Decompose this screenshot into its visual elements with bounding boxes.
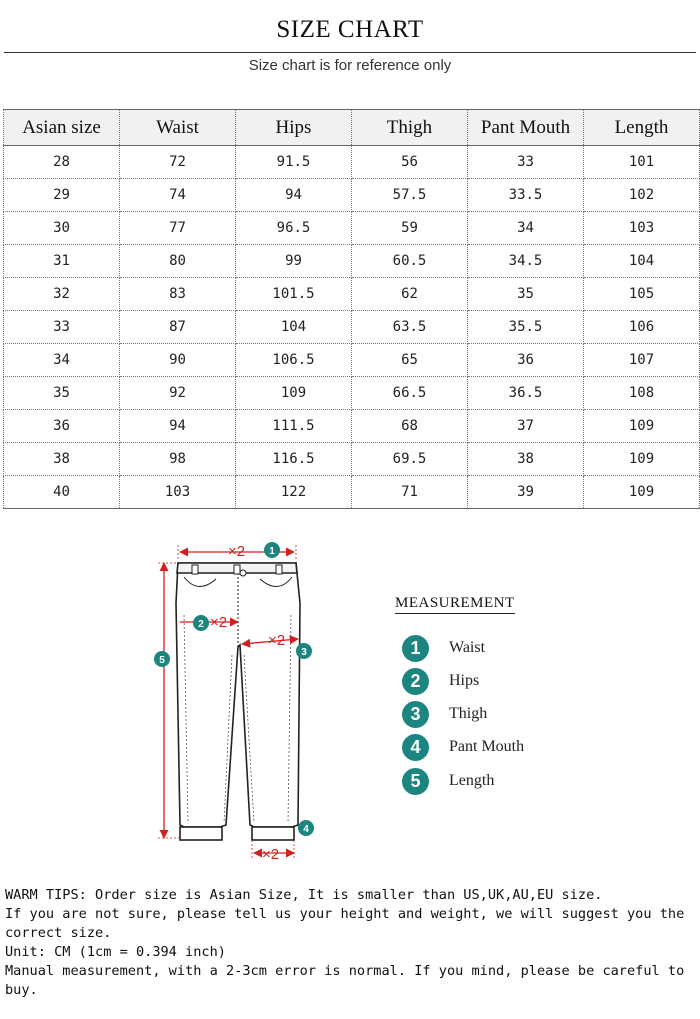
table-cell: 38 <box>4 443 120 476</box>
table-cell: 37 <box>468 410 584 443</box>
tip-line: If you are not sure, please tell us your height and weight, we will suggest you the correct size. <box>5 906 685 941</box>
table-cell: 30 <box>4 212 120 245</box>
table-cell: 65 <box>352 344 468 377</box>
legend-number-4: 4 <box>402 734 429 761</box>
legend-label-pant-mouth: Pant Mouth <box>449 738 525 755</box>
svg-text:4: 4 <box>303 824 309 835</box>
table-row <box>4 311 700 344</box>
table-cell: 40 <box>4 476 120 509</box>
table-row <box>4 146 700 179</box>
table-cell: 99 <box>236 245 352 278</box>
table-cell: 68 <box>352 410 468 443</box>
page-subtitle: Size chart is for reference only <box>248 57 452 74</box>
table-cell: 74 <box>120 179 236 212</box>
table-cell: 122 <box>236 476 352 509</box>
table-cell: 116.5 <box>236 443 352 476</box>
table-cell: 36.5 <box>468 377 584 410</box>
table-cell: 57.5 <box>352 179 468 212</box>
table-header-row <box>4 110 700 146</box>
table-cell: 35 <box>4 377 120 410</box>
marker-5 <box>154 651 170 667</box>
table-cell: 59 <box>352 212 468 245</box>
table-cell: 34 <box>468 212 584 245</box>
thigh-multiplier: ×2 <box>268 632 286 649</box>
table-cell: 94 <box>236 179 352 212</box>
tip-line: WARM TIPS: Order size is Asian Size, It is smaller than US,UK,AU,EU size. <box>5 887 603 903</box>
table-cell: 60.5 <box>352 245 468 278</box>
table-cell: 31 <box>4 245 120 278</box>
table-cell: 71 <box>352 476 468 509</box>
table-cell: 108 <box>584 377 700 410</box>
tip-line: Manual measurement, with a 2-3cm error is normal. If you mind, please be careful to buy. <box>5 963 685 998</box>
table-cell: 90 <box>120 344 236 377</box>
header-waist: Waist <box>120 110 236 146</box>
table-cell: 104 <box>236 311 352 344</box>
legend-label-hips: Hips <box>449 672 480 689</box>
legend-label-waist: Waist <box>449 639 486 656</box>
table-row <box>4 476 700 509</box>
table-cell: 109 <box>584 443 700 476</box>
table-cell: 101 <box>584 146 700 179</box>
warm-tips <box>5 886 695 1000</box>
header-hips: Hips <box>236 110 352 146</box>
table-cell: 62 <box>352 278 468 311</box>
table-cell: 35.5 <box>468 311 584 344</box>
table-row <box>4 278 700 311</box>
table-cell: 28 <box>4 146 120 179</box>
table-cell: 63.5 <box>352 311 468 344</box>
svg-text:5: 5 <box>159 655 165 666</box>
tip-line: Unit: CM (1cm = 0.394 inch) <box>5 944 226 960</box>
table-cell: 109 <box>584 476 700 509</box>
table-cell: 77 <box>120 212 236 245</box>
table-cell: 101.5 <box>236 278 352 311</box>
marker-2 <box>193 615 209 631</box>
table-cell: 36 <box>468 344 584 377</box>
svg-text:1: 1 <box>269 546 275 557</box>
size-table <box>3 109 700 509</box>
table-cell: 103 <box>120 476 236 509</box>
mouth-multiplier: ×2 <box>262 846 280 863</box>
table-cell: 35 <box>468 278 584 311</box>
table-cell: 66.5 <box>352 377 468 410</box>
table-cell: 98 <box>120 443 236 476</box>
legend-number-3: 3 <box>402 701 429 728</box>
legend-item-hips <box>402 667 479 695</box>
table-cell: 109 <box>584 410 700 443</box>
table-row <box>4 410 700 443</box>
header-thigh: Thigh <box>352 110 468 146</box>
table-cell: 96.5 <box>236 212 352 245</box>
table-cell: 109 <box>236 377 352 410</box>
svg-text:2: 2 <box>198 619 204 630</box>
table-row <box>4 245 700 278</box>
legend-item-length <box>402 767 494 795</box>
hips-multiplier: ×2 <box>210 614 228 631</box>
header-length: Length <box>584 110 700 146</box>
table-cell: 34 <box>4 344 120 377</box>
legend-item-thigh <box>402 700 487 728</box>
title-divider <box>4 52 696 53</box>
table-row <box>4 443 700 476</box>
table-cell: 29 <box>4 179 120 212</box>
table-row <box>4 377 700 410</box>
table-cell: 92 <box>120 377 236 410</box>
legend-label-thigh: Thigh <box>449 705 488 722</box>
table-cell: 107 <box>584 344 700 377</box>
table-cell: 94 <box>120 410 236 443</box>
legend-number-5: 5 <box>402 768 429 795</box>
marker-1 <box>264 542 280 558</box>
table-cell: 102 <box>584 179 700 212</box>
table-row <box>4 179 700 212</box>
table-cell: 106 <box>584 311 700 344</box>
table-cell: 103 <box>584 212 700 245</box>
table-cell: 105 <box>584 278 700 311</box>
table-cell: 33 <box>4 311 120 344</box>
table-cell: 69.5 <box>352 443 468 476</box>
table-row <box>4 344 700 377</box>
legend-label-length: Length <box>449 772 495 789</box>
legend-number-1: 1 <box>402 635 429 662</box>
page-title: SIZE CHART <box>276 16 424 43</box>
table-cell: 56 <box>352 146 468 179</box>
table-cell: 104 <box>584 245 700 278</box>
table-cell: 83 <box>120 278 236 311</box>
table-row <box>4 212 700 245</box>
table-cell: 32 <box>4 278 120 311</box>
table-cell: 34.5 <box>468 245 584 278</box>
table-cell: 39 <box>468 476 584 509</box>
header-asian-size: Asian size <box>4 110 120 146</box>
waist-multiplier: ×2 <box>228 543 246 560</box>
marker-3 <box>296 643 312 659</box>
table-cell: 36 <box>4 410 120 443</box>
table-cell: 106.5 <box>236 344 352 377</box>
table-cell: 80 <box>120 245 236 278</box>
svg-text:3: 3 <box>301 647 307 658</box>
table-cell: 91.5 <box>236 146 352 179</box>
table-cell: 33.5 <box>468 179 584 212</box>
pants-outline <box>176 563 300 840</box>
legend-item-pant-mouth <box>402 733 524 761</box>
legend-number-2: 2 <box>402 668 429 695</box>
table-cell: 38 <box>468 443 584 476</box>
table-cell: 72 <box>120 146 236 179</box>
table-cell: 33 <box>468 146 584 179</box>
pants-diagram <box>140 535 330 865</box>
header-pant-mouth: Pant Mouth <box>468 110 584 146</box>
table-cell: 87 <box>120 311 236 344</box>
measurement-title: MEASUREMENT <box>395 595 515 614</box>
legend-item-waist <box>402 634 485 662</box>
table-cell: 111.5 <box>236 410 352 443</box>
marker-4 <box>298 820 314 836</box>
